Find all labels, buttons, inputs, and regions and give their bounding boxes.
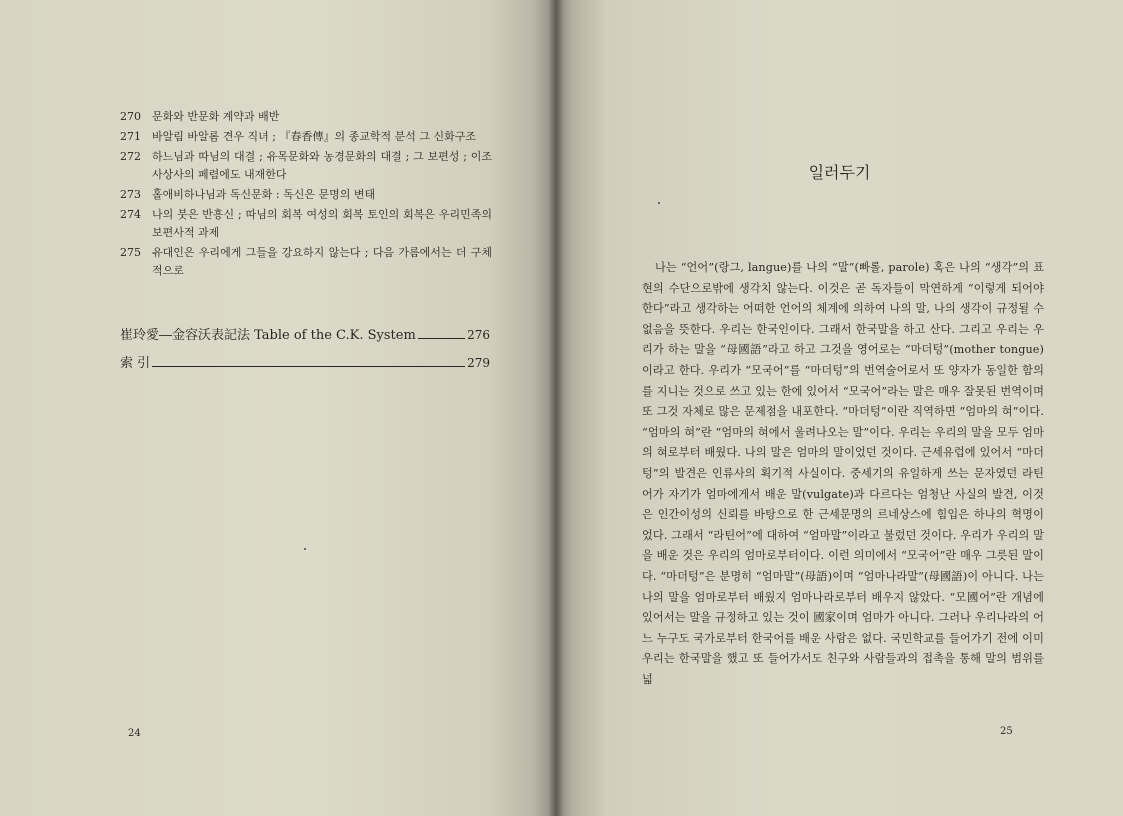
toc-entry-text: 문화와 반문화 계약과 배반 bbox=[152, 110, 280, 123]
toc-entry-number: 271 bbox=[120, 130, 141, 143]
leader-rule bbox=[152, 366, 465, 367]
left-page bbox=[0, 0, 556, 816]
toc-entry-text: 바알림 바알롬 견우 직녀 ; 『春香傳』의 종교학적 분석 그 신화구조 bbox=[152, 130, 476, 143]
toc-entry-text: 유대인은 우리에게 그들을 강요하지 않는다 ; 다음 가름에서는 더 구체적으로 bbox=[152, 246, 492, 277]
toc-entry-number: 270 bbox=[120, 110, 141, 123]
system-table-label: 崔玲愛―金容沃表記法 Table of the C.K. System bbox=[120, 328, 416, 343]
paper-speck bbox=[658, 202, 660, 204]
toc-entry bbox=[120, 186, 492, 204]
toc-entry bbox=[120, 206, 492, 242]
section-heading: 일러두기 bbox=[808, 163, 871, 182]
table-of-contents bbox=[120, 108, 492, 282]
right-folio: 25 bbox=[1000, 726, 1013, 737]
index-page-number: 279 bbox=[467, 356, 490, 370]
paper-speck bbox=[304, 548, 306, 550]
right-page bbox=[556, 0, 1123, 816]
system-table-page: 276 bbox=[467, 328, 490, 342]
leader-rule bbox=[418, 338, 465, 339]
toc-entry-number: 275 bbox=[120, 246, 141, 259]
toc-entry bbox=[120, 108, 492, 126]
toc-entry-text: 하느님과 따님의 대결 ; 유목문화와 농경문화의 대결 ; 그 보편성 ; 이조사상사의 페렴에도 내재한다 bbox=[152, 150, 492, 181]
toc-entry bbox=[120, 148, 492, 184]
toc-entry bbox=[120, 128, 492, 146]
toc-entry-text: 나의 붓은 반흥신 ; 따님의 회복 여성의 회복 토인의 회복은 우리민족의 보편사적 과제 bbox=[152, 208, 492, 239]
left-folio: 24 bbox=[128, 728, 141, 739]
toc-entry-number: 274 bbox=[120, 208, 141, 221]
index-entry bbox=[120, 352, 490, 371]
body-text: 나는 “언어”(랑그, langue)를 나의 “말”(빠롤, parole) 혹은 나의 “생각”의 표현의 수단으로밖에 생각치 않는다. 이것은 곧 독자들이 막연하게 “이렇게 되어야 한다”라고 생각하는 어떠한 언어의 체계에 의하여 나의 말, 나의 생각이 규정될 수 없음을 뜻한다. 우리는 한국인이다. 그래서 한국말을 하고 산다. 그리고 우리는 우리가 하는 말을 “母國語”라고 하고 그것을 영어로는 “마더텅”(mother tongue)이라고 한다. 우리가 “모국어”를 “마더텅”의 번역술어로서 또 양자가 동일한 함의를 지니는 것으로 쓰고 있는 한에 있어서 “모국어”라는 말은 매우 잘못된 번역이며 또 그것 자체로 많은 문제점을 내포한다. “마더텅”이란 직역하면 “엄마의 혀”이다. “엄마의 혀”란 “엄마의 혀에서 울려나오는 말”이다. 우리는 우리의 말을 모두 엄마의 혀로부터 배웠다. 나의 말은 엄마의 말이었던 것이다. 근세유럽에 있어서 “마더텅”의 발견은 인류사의 획기적 사실이다. 중세기의 유일하게 쓰는 문자였던 라틴어가 자기가 엄마에게서 배운 말(vulgate)과 다르다는 엄청난 사실의 발견, 이것은 인간이성의 신뢰를 바탕으로 한 근세문명의 르네상스에 힘입은 하나의 혁명이었다. 그래서 “라틴어”에 대하여 “엄마말”이라고 불렀던 것이다. 우리가 우리의 말을 배운 것은 우리의 엄마로부터이다. 이런 의미에서 “모국어”란 매우 그릇된 말이다. “마더텅”은 분명히 “엄마말”(母語)이며 “엄마나라말”(母國語)이 아니다. 나는 나의 말을 엄마로부터 배웠지 엄마나라로부터 배우지 않았다. “모國어”란 개념에 있어서는 말을 규정하고 있는 것이 國家이며 엄마가 아니다. 그러나 우리나라의 어느 누구도 국가로부터 한국어를 배운 사람은 없다. 국민학교를 들어가기 전에 이미 우리는 한국말을 했고 또 들어가서도 친구와 사람들과의 접촉을 통해 말의 범위를 넓 bbox=[642, 261, 1044, 686]
system-table-entry bbox=[120, 324, 490, 343]
toc-entry bbox=[120, 244, 492, 280]
book-gutter bbox=[548, 0, 564, 816]
toc-entry-number: 273 bbox=[120, 188, 141, 201]
toc-entry-number: 272 bbox=[120, 150, 141, 163]
index-label: 索 引 bbox=[120, 356, 151, 371]
toc-entry-text: 홀애비하나님과 독신문화 : 독신은 문명의 변태 bbox=[152, 188, 376, 201]
